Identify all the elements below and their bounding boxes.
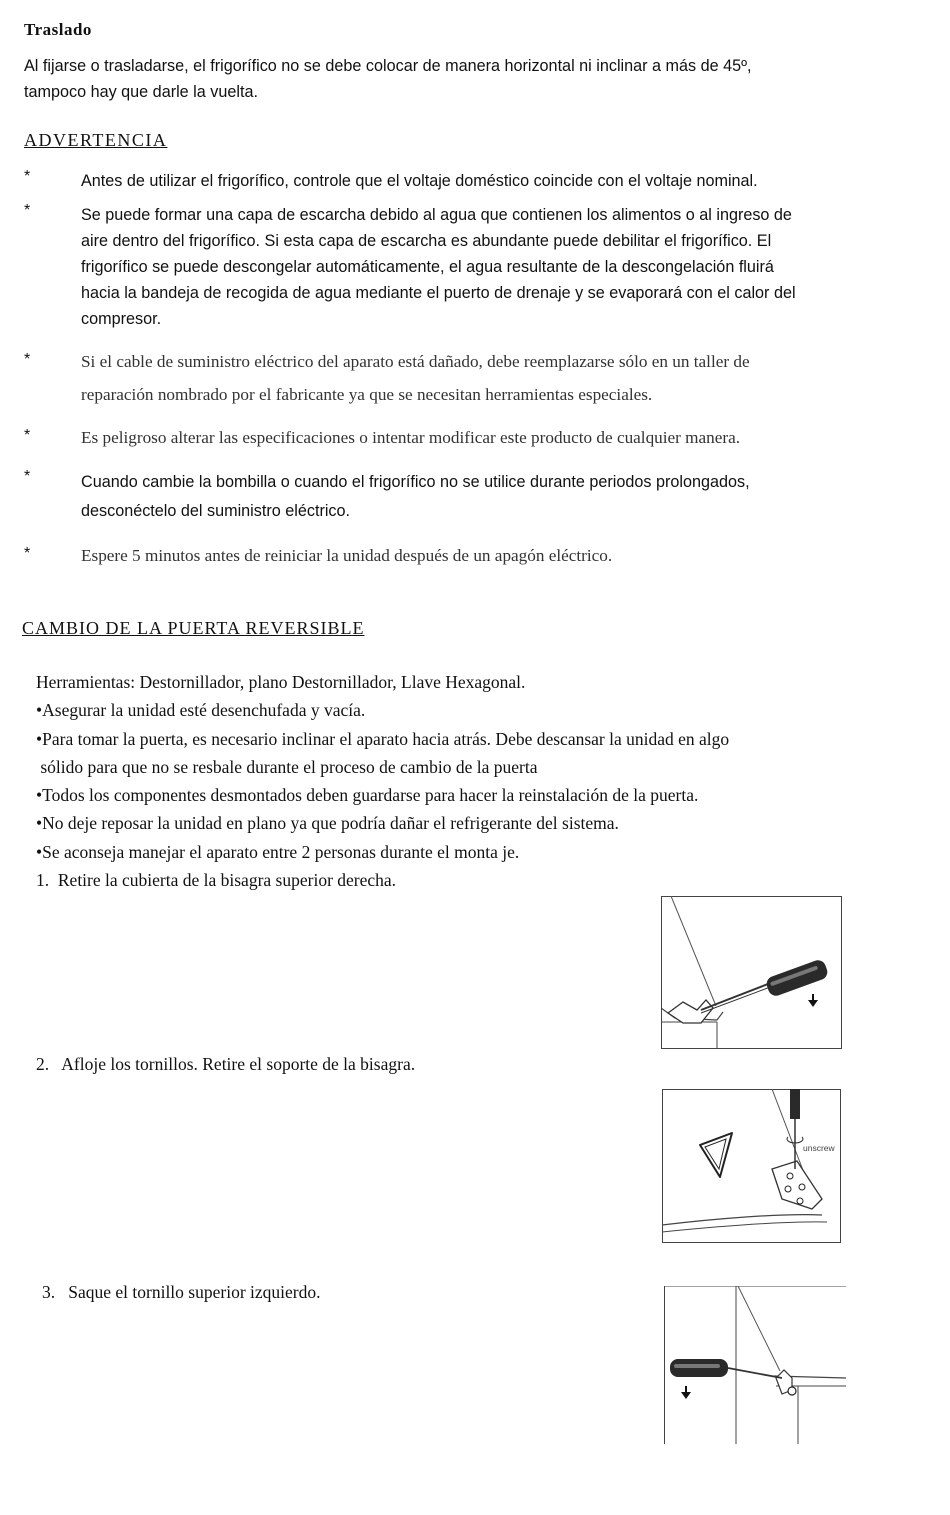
step-3: 3. Saque el tornillo superior izquierdo. <box>42 1282 321 1302</box>
tools-line: Herramientas: Destornillador, plano Destornillador, Llave Hexagonal. <box>36 672 526 692</box>
bullet-star: * <box>24 168 31 185</box>
traslado-paragraph <box>24 53 924 105</box>
figure-step-3 <box>664 1286 848 1446</box>
warning-line: Es peligroso alterar las especificaciones o intentar modificar este producto de cualquier manera. <box>81 428 741 447</box>
warning-line: Si el cable de suministro eléctrico del aparato está dañado, debe reemplazarse sólo en un taller de <box>81 352 750 371</box>
section-title-traslado: Traslado <box>24 20 92 39</box>
bullet-star: * <box>24 468 31 485</box>
step-1: 1. Retire la cubierta de la bisagra superior derecha. <box>36 870 397 891</box>
warning-line: compresor. <box>81 310 162 328</box>
bullet-star: * <box>24 202 31 219</box>
bullet-star: * <box>24 351 31 368</box>
unscrew-label: unscrew <box>803 1143 835 1153</box>
warning-line: Antes de utilizar el frigorífico, controle que el voltaje doméstico coincide con el voltaje nominal. <box>81 172 758 190</box>
warning-line: hacia la bandeja de recogida de agua mediante el puerto de drenaje y se evaporará con el calor del <box>81 284 796 302</box>
warning-line: aire dentro del frigorífico. Si esta capa de escarcha es abundante puede debilitar el frigorífico. El <box>81 232 772 250</box>
warning-line: reparación nombrado por el fabricante ya que se necesitan herramientas especiales. <box>81 385 653 404</box>
instruction-line: •Asegurar la unidad esté desenchufada y vacía. <box>36 700 366 721</box>
warning-item-2 <box>24 202 934 332</box>
warning-item-4 <box>24 421 934 454</box>
instruction-line: sólido para que no se resbale durante el proceso de cambio de la puerta <box>36 756 538 777</box>
warning-line: Espere 5 minutos antes de reiniciar la unidad después de un apagón eléctrico. <box>81 546 613 565</box>
warning-item-1 <box>24 168 934 194</box>
warning-text <box>81 345 934 411</box>
remove-screw-illustration <box>664 1286 848 1446</box>
warning-text <box>81 539 934 572</box>
section-title-cambio-puerta: CAMBIO DE LA PUERTA REVERSIBLE <box>22 618 365 638</box>
bullet-star: * <box>24 545 31 562</box>
warning-text <box>81 421 934 454</box>
figure-step-2 <box>662 1089 842 1245</box>
traslado-line-1: Al fijarse o trasladarse, el frigorífico no se debe colocar de manera horizontal ni inclinar a más de 45º, <box>24 57 752 75</box>
instruction-line: •No deje reposar la unidad en plano ya que podría dañar el refrigerante del sistema. <box>36 813 619 834</box>
warning-text <box>81 202 934 332</box>
traslado-line-2: tampoco hay que darle la vuelta. <box>24 83 258 101</box>
figure-step-1 <box>661 896 843 1051</box>
hinge-cover-removal-illustration <box>661 896 843 1051</box>
door-change-instructions <box>36 668 896 894</box>
warning-text <box>81 168 934 194</box>
section-title-advertencia: ADVERTENCIA <box>24 130 168 150</box>
step-2: 2. Afloje los tornillos. Retire el soporte de la bisagra. <box>36 1054 416 1074</box>
warning-line: desconéctelo del suministro eléctrico. <box>81 502 351 520</box>
warning-line: Cuando cambie la bombilla o cuando el frigorífico no se utilice durante periodos prolongados, <box>81 473 750 491</box>
instruction-line: •Para tomar la puerta, es necesario inclinar el aparato hacia atrás. Debe descansar la unidad en algo <box>36 728 730 749</box>
unscrew-hinge-illustration <box>662 1089 842 1245</box>
warning-text <box>81 468 934 526</box>
instruction-line: •Todos los componentes desmontados deben guardarse para hacer la reinstalación de la puerta. <box>36 785 699 806</box>
warning-line: frigorífico se puede descongelar automáticamente, el agua resultante de la descongelación fluirá <box>81 258 774 276</box>
warning-item-6 <box>24 539 934 572</box>
warning-line: Se puede formar una capa de escarcha debido al agua que contienen los alimentos o al ingreso de <box>81 206 792 224</box>
bullet-star: * <box>24 427 31 444</box>
instruction-line: •Se aconseja manejar el aparato entre 2 personas durante el monta je. <box>36 841 520 862</box>
warning-item-3 <box>24 345 934 411</box>
warning-item-5 <box>24 468 934 520</box>
